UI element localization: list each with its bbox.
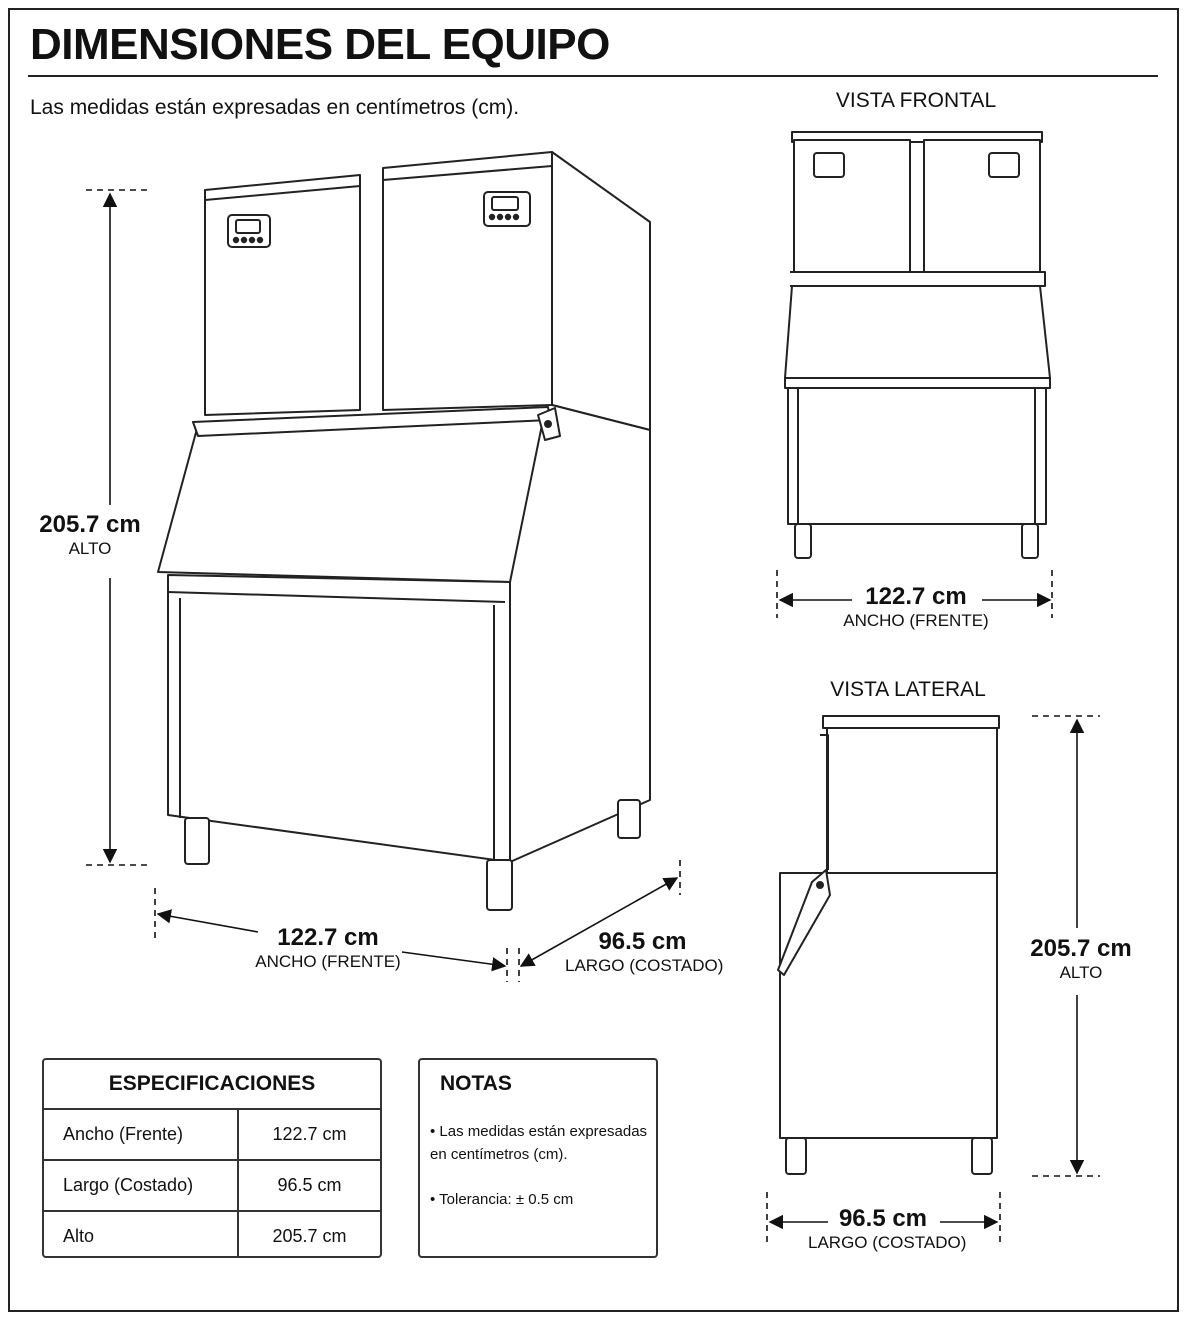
front-width-label	[841, 583, 991, 631]
iso-depth-label	[565, 928, 724, 976]
notes-title: NOTAS	[440, 1072, 512, 1095]
iso-height-value: 205.7 cm	[39, 511, 141, 538]
iso-width-value: 122.7 cm	[277, 924, 379, 951]
notes-box	[418, 1058, 658, 1258]
front-width-caption: ANCHO (FRENTE)	[843, 611, 989, 630]
side-height-caption: ALTO	[1059, 963, 1103, 982]
front-view-drawing	[785, 132, 1050, 558]
spec-value: 122.7 cm	[272, 1124, 347, 1144]
table-row	[44, 1161, 380, 1212]
spec-value: 96.5 cm	[277, 1175, 342, 1195]
iso-width-caption: ANCHO (FRENTE)	[255, 952, 401, 971]
side-height-value: 205.7 cm	[1030, 935, 1132, 962]
side-view-drawing	[778, 716, 999, 1174]
note-item: • Tolerancia: ± 0.5 cm	[430, 1191, 574, 1208]
specifications-table	[42, 1058, 382, 1258]
side-depth-value: 96.5 cm	[838, 1205, 928, 1232]
side-view-title: VISTA LATERAL	[830, 678, 986, 701]
table-row	[44, 1110, 380, 1161]
spec-label: Alto	[44, 1212, 239, 1258]
page-subtitle: Las medidas están expresadas en centímetros (cm).	[30, 96, 520, 119]
page-title: DIMENSIONES DEL EQUIPO	[30, 20, 610, 69]
isometric-ice-machine	[158, 152, 650, 910]
spec-value: 205.7 cm	[272, 1226, 347, 1246]
front-width-value: 122.7 cm	[865, 583, 967, 610]
side-height-label	[1025, 935, 1137, 983]
side-depth-label	[808, 1205, 967, 1253]
iso-depth-value: 96.5 cm	[598, 928, 687, 955]
note-item: • Las medidas están expresadas en centímetros (cm).	[430, 1123, 648, 1163]
iso-height-label	[30, 511, 150, 559]
table-row	[44, 1212, 380, 1258]
specifications-title: ESPECIFICACIONES	[44, 1060, 380, 1110]
spec-label: Ancho (Frente)	[44, 1110, 239, 1159]
iso-height-caption: ALTO	[68, 539, 112, 558]
front-view-title: VISTA FRONTAL	[835, 89, 997, 112]
iso-depth-caption: LARGO (COSTADO)	[565, 956, 724, 975]
side-depth-caption: LARGO (COSTADO)	[808, 1233, 967, 1252]
iso-width-label	[253, 924, 403, 972]
spec-label: Largo (Costado)	[44, 1161, 239, 1210]
